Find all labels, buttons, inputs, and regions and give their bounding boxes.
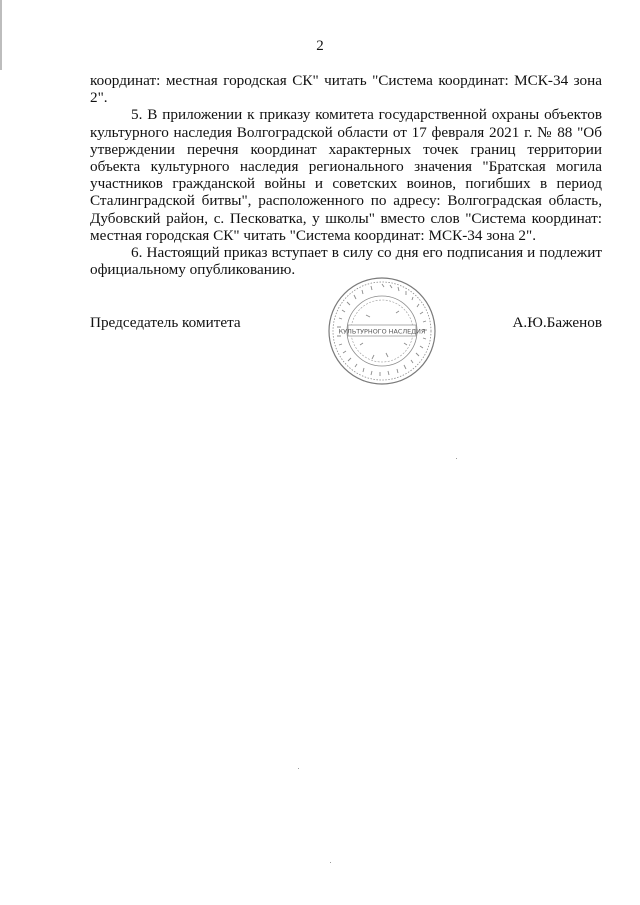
document-body [90, 72, 602, 278]
official-seal-stamp [326, 275, 438, 387]
scan-edge-shadow [0, 0, 2, 70]
scan-speck [298, 768, 299, 769]
page-number: 2 [316, 38, 324, 54]
signatory-name: А.Ю.Баженов [512, 314, 602, 331]
paragraph-item-6: 6. Настоящий приказ вступает в силу со дня его подписания и подлежит официальному опубликованию. [90, 244, 602, 279]
scan-speck [330, 862, 331, 863]
scan-speck [456, 458, 457, 459]
paragraph-continuation: координат: местная городская СК" читать "Система координат: МСК-34 зона 2". [90, 72, 602, 107]
seal-inner-text: КУЛЬТУРНОГО НАСЛЕДИЯ [338, 327, 426, 336]
signatory-position: Председатель комитета [90, 314, 241, 331]
paragraph-item-5: 5. В приложении к приказу комитета государственной охраны объектов культурного наследия Волгоградской области от 17 февраля 2021 г. № 88 "Об утверждении перечня координат характерных точек границ территории объекта культурного наследия регионального значения "Братская могила участников гражданской войны и советских воинов, погибших в период Сталинградской битвы", расположенного по адресу: Волгоградская область, Дубовский район, с. Песковатка, у школы" вместо слов "Система координат: местная городская СК" читать "Система координат: МСК-34 зона 2". [90, 106, 602, 244]
